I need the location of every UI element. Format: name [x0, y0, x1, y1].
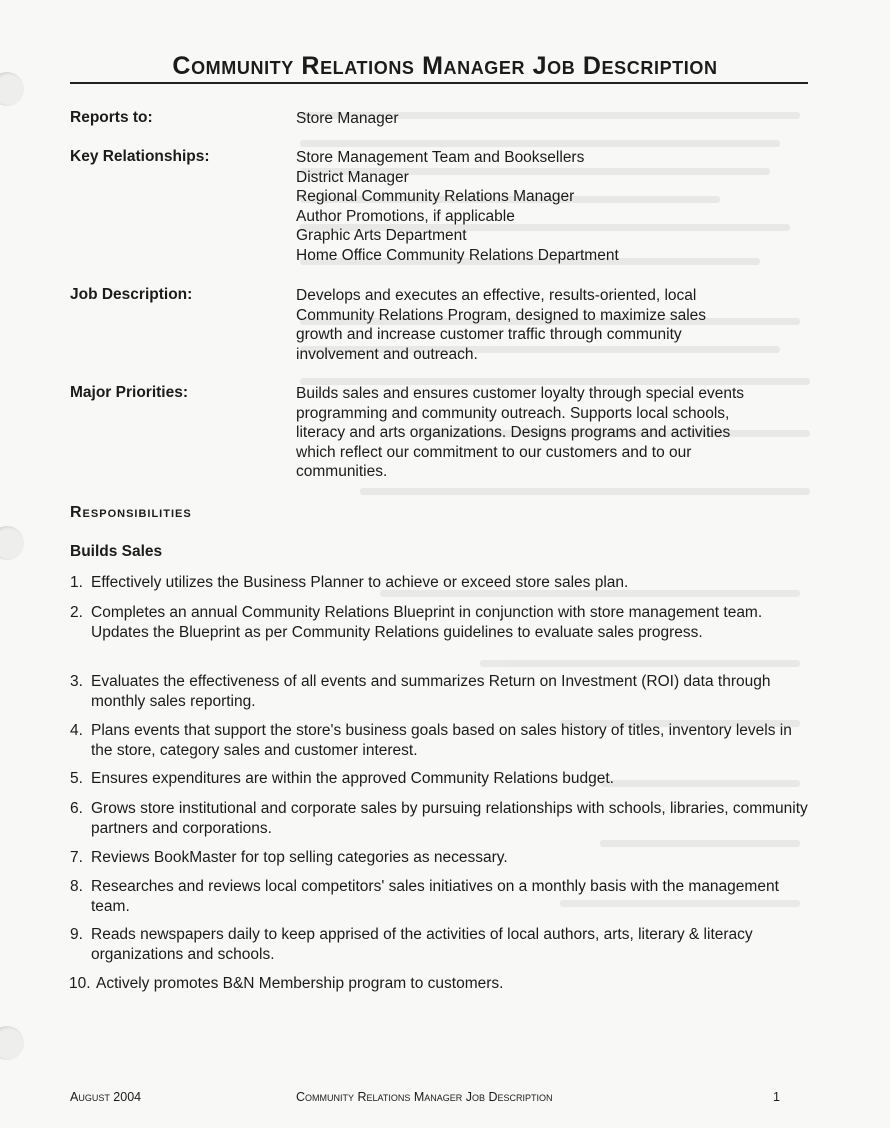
responsibilities-heading: Responsibilities — [70, 504, 192, 521]
value-line: Store Manager — [296, 110, 399, 127]
title-rule — [70, 82, 808, 84]
major-priorities-value — [296, 384, 808, 482]
footer-document-title: Community Relations Manager Job Description — [296, 1090, 553, 1104]
punch-hole-middle — [0, 526, 24, 560]
document-title: Community Relations Manager Job Description — [172, 52, 718, 80]
page-number: 1 — [773, 1090, 780, 1104]
list-item-number: 7. — [70, 849, 83, 866]
value-line: Home Office Community Relations Department — [296, 246, 619, 264]
value-line: which reflect our commitment to our customers and to our — [296, 443, 692, 461]
list-item-number: 10. — [69, 975, 91, 992]
list-item-text: Evaluates the effectiveness of all events and summarizes Return on Investment (ROI) data through monthly sales reporting. — [91, 673, 771, 710]
value-line: District Manager — [296, 168, 409, 186]
list-item-text: Actively promotes B&N Membership program to customers. — [96, 975, 504, 992]
major-priorities-label: Major Priorities: — [70, 384, 188, 401]
list-item-number: 3. — [70, 673, 83, 690]
value-line: Regional Community Relations Manager — [296, 188, 575, 205]
list-item-text: Plans events that support the store's business goals based on sales history of titles, inventory levels in the store, category sales and customer interest. — [91, 722, 792, 759]
job-description-value — [296, 286, 808, 364]
value-line: Develops and executes an effective, results-oriented, local — [296, 287, 697, 304]
value-line: communities. — [296, 463, 388, 480]
key-relationships-value — [296, 148, 808, 265]
list-item-number: 2. — [70, 604, 83, 621]
list-item-text: Reviews BookMaster for top selling categories as necessary. — [91, 849, 508, 866]
reports-to-label: Reports to: — [70, 109, 153, 126]
value-line: involvement and outreach. — [296, 345, 478, 363]
list-item-number: 6. — [70, 800, 83, 817]
list-item-number: 4. — [70, 722, 83, 739]
footer-date: August 2004 — [70, 1090, 142, 1104]
list-item-text: Researches and reviews local competitors' sales initiatives on a monthly basis with the management team. — [91, 878, 779, 915]
punch-hole-bottom — [0, 1026, 24, 1060]
list-item-text: Effectively utilizes the Business Planner to achieve or exceed store sales plan. — [91, 574, 629, 591]
job-description-label: Job Description: — [70, 286, 193, 303]
list-item-number: 9. — [70, 926, 83, 943]
list-item-number: 1. — [70, 574, 83, 591]
list-item-text: Completes an annual Community Relations Blueprint in conjunction with store management team. Updates the Blueprint as per Community Relations guidelines to evaluate sales progress. — [91, 604, 763, 641]
value-line: Store Management Team and Booksellers — [296, 149, 585, 166]
list-item-text: Reads newspapers daily to keep apprised of the activities of local authors, arts, literary & literacy organizations and schools. — [91, 926, 753, 963]
key-relationships-label: Key Relationships: — [70, 148, 210, 165]
value-line: Graphic Arts Department — [296, 227, 467, 244]
value-line: Builds sales and ensures customer loyalty through special events — [296, 385, 745, 402]
value-line: Author Promotions, if applicable — [296, 207, 515, 225]
list-item-text: Ensures expenditures are within the approved Community Relations budget. — [91, 770, 614, 787]
list-item-number: 5. — [70, 770, 83, 787]
reports-to-value — [296, 109, 808, 129]
value-line: programming and community outreach. Supports local schools, — [296, 404, 730, 422]
value-line: growth and increase customer traffic through community — [296, 326, 682, 343]
value-line: Community Relations Program, designed to maximize sales — [296, 306, 707, 324]
list-item-text: Grows store institutional and corporate sales by pursuing relationships with schools, libraries, community partners and corporations. — [91, 800, 808, 837]
list-item-number: 8. — [70, 878, 83, 895]
builds-sales-subheading: Builds Sales — [70, 543, 163, 560]
value-line: literacy and arts organizations. Designs programs and activities — [296, 424, 731, 441]
